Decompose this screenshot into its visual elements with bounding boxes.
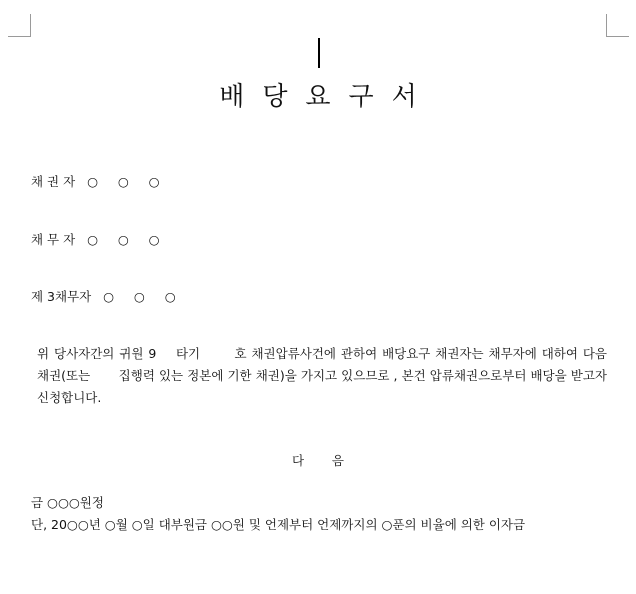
amount-line: 금 ○○○원정 [31,495,104,510]
text-cursor [318,38,320,68]
body-text: 위 당사자간의 귀원 9 타기 호 채권압류사건에 관하여 배당요구 채권자는 채무자에 대하여 다음 채권(또는 집행력 있는 정본에 기한 채권)을 가지고 있으므로 , 본건 압류채권으로부터 배당을 받고자 신청합니다. [37,346,611,405]
crop-mark-top-left [8,14,31,37]
next-heading: 다 음 [292,453,344,468]
document-title: 배당요구서 [219,82,435,112]
third-debtor-line: 제 3채무자 ○ ○ ○ [31,289,176,304]
body-paragraph [37,343,611,409]
detail-line: 단, 20○○년 ○월 ○일 대부원금 ○○원 및 언제부터 언제까지의 ○푼의 비율에 의한 이자금 [31,517,526,532]
debtor-line: 채 무 자 ○ ○ ○ [31,232,160,247]
crop-mark-top-right [606,14,629,37]
creditor-line: 채 권 자 ○ ○ ○ [31,174,160,189]
